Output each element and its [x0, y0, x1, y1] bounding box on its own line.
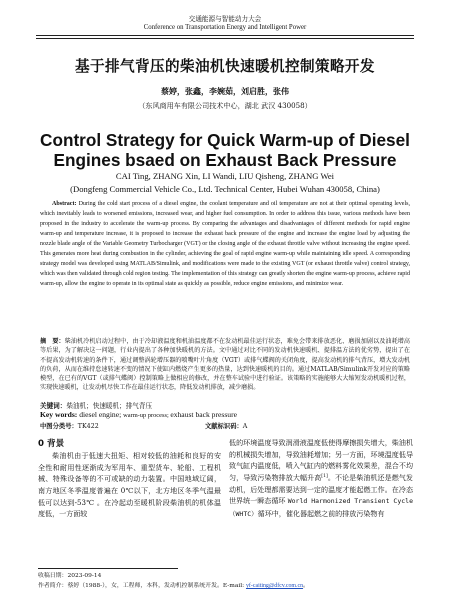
- right-para-part-a: 低的环境温度导致润滑液温度低使得摩擦损失增大，柴油机的机械损失增加，导致油耗增加；另一方面，环境温度低导致气缸内温度低，喷入气缸内的燃料雾化效果差，混合不均匀，导致污染物排放大幅升高: [229, 438, 413, 482]
- abstract-en-text: During the cold start process of a diesel engine, the coolant temperature and oil temperature are not at their optimal operating levels, which inevitably leads to worsened emissions, increased wear, and higher fuel consumption. In order to address this issue, various methods have been proposed in the industry to accelerate the warm-up process. By comparing the advantages and disadvantages of different methods for rapid engine warm-up and temperature increase, it is proposed to increase the exhaust back pressure of the engine and increase the engine load by adjusting the nozzle blade angle of the Variable Geometry Turbocharger (VGT) or the closing angle of the exhaust throttle valve without increasing the engine speed. This generates more heat during combustion in the cylinder, achieving the goal of rapid engine warm-up while maintaining idle speed. A corresponding strategy model was developed using MATLAB/Simulink, and modifications were made to the existing VGT (or exhaust throttle valve) control strategy, which was then validated through cold region testing. The implementation of this strategy can greatly shorten the engine warm-up process, achieve rapid warm-up, allow the engine to operate in its optimal state as quickly as possible, reduce engine emissions, and minimize wear.: [40, 201, 410, 288]
- author-email-link[interactable]: yf-caiting@dfcv.com.cn: [245, 583, 304, 589]
- author-info-text: 作者简介：蔡婷（1988-），女，工程师，本科，发动机控制系统开发。E-mail:: [38, 583, 246, 589]
- keywords-en-part-b: warm-up process;: [123, 412, 171, 419]
- body-text-right-column: [229, 437, 413, 521]
- paper-title-zh: 基于排气背压的柴油机快速暖机控制策略开发: [75, 58, 375, 75]
- citation-ref: [1]: [321, 473, 328, 479]
- footnote-author-info: [38, 582, 418, 590]
- received-label: 收稿日期：: [38, 573, 68, 579]
- clc-label: 中图分类号：: [40, 423, 78, 430]
- section-heading-background: 0 背景: [38, 439, 65, 449]
- right-para-part-c: 循环中，催化器起燃之前的排放污染物有: [257, 508, 385, 518]
- keywords-en-label: Key words:: [40, 410, 78, 419]
- author-info-end: 。: [303, 583, 309, 589]
- affiliation-zh: （东风商用车有限公司技术中心，湖北 武汉 430058）: [138, 101, 312, 110]
- keywords-zh-text: 柴油机；快速暖机；排气背压: [66, 402, 153, 410]
- authors-en: CAI Ting, ZHANG Xin, LI Wandi, LIU Qisheng, ZHANG Wei: [115, 171, 335, 181]
- doc-code-label: 文献标识码：: [205, 423, 243, 430]
- keywords-zh-label: 关键词：: [40, 402, 67, 410]
- abstract-en: [40, 199, 410, 289]
- whtc-term: World Harmonized Transient Cycle（WHTC）: [229, 497, 413, 518]
- document-code: [205, 421, 247, 430]
- abstract-en-label: Abstract:: [52, 201, 77, 207]
- received-date: 2023-09-14: [67, 573, 102, 579]
- running-header-en: Conference on Transportation Energy and Intelligent Power: [143, 24, 307, 31]
- footnote-rule: [38, 568, 178, 569]
- keywords-en-part-a: diesel engine;: [79, 410, 124, 419]
- doc-code-value: A: [242, 423, 248, 430]
- keywords-en: [40, 410, 410, 419]
- classification-line: [40, 421, 410, 430]
- abstract-zh: [40, 337, 410, 393]
- keywords-en-part-c: exhaust back pressure: [170, 410, 237, 419]
- keywords-zh: [40, 400, 410, 410]
- abstract-zh-label: 摘 要：: [40, 338, 65, 345]
- paper-title-en: Control Strategy for Quick Warm-up of Diesel Engines bsaed on Exhaust Back Pressure: [40, 130, 410, 170]
- affiliation-en: (Dongfeng Commercial Vehicle Co., Ltd. Technical Center, Hubei Wuhan 430058, China): [70, 184, 380, 194]
- right-para-part-b: 。不论是柴油机还是燃气发动机，后处理都需要达到一定的温度才能起燃工作。在冷态世界统一瞬态循环: [229, 472, 413, 506]
- header-rule-secondary: [36, 38, 414, 39]
- running-header-zh: 交通能源与智能动力大会: [188, 15, 262, 23]
- footnote-received: [38, 572, 418, 580]
- body-text-left-column: 柴油机由于低速大扭矩、相对较低的油耗和良好的安全性和耐用性逐渐成为军用车、重型货车、轮船、工程机械、特殊设备等的不可或缺的动力装置。中国地域辽阔，南方地区冬季温度普遍在 0℃以下，北方地区冬季气温最低可以达到-53℃ 。在冷起动至暖机阶段柴油机的机体温度低，一方面较: [38, 451, 221, 519]
- authors-zh: 蔡婷，张鑫，李婉茹，刘启胜，张伟: [161, 87, 289, 96]
- clc-value: TK422: [77, 423, 99, 430]
- header-rule: [36, 35, 414, 36]
- abstract-zh-text: 柴油机冷机启动过程中，由于冷却液温度和机油温度都不在发动机最佳运行状态，难免会带来排放恶化、磨损加剧以及油耗增高等后果，为了解决这一问题，行业内提出了各种加快暖机的方法。文中通过对比不同的发动机快速暖机、提排温方法的优劣势，提出了在不提高发动机转速的条件下，通过调整涡轮增压器的喷嘴叶片角度（VGT）或排气蝶阀的关闭角度，提高发动机的排气背压，增大发动机的负荷，从而在维持怠速转速不变的情况下使缸内燃烧产生更多的热量，达到快速暖机的目的。通过MATLAB/Simulink开发对应的策略模型，在已有的VGT（或排气蝶阀）控制策略上做相应的修改，并在整车试验中进行验证。该策略的实施能够大大缩短发动机暖机过程，实现快速暖机，让发动机尽快工作在最佳运行状态，降低发动机排放，减少磨损。: [40, 338, 410, 392]
